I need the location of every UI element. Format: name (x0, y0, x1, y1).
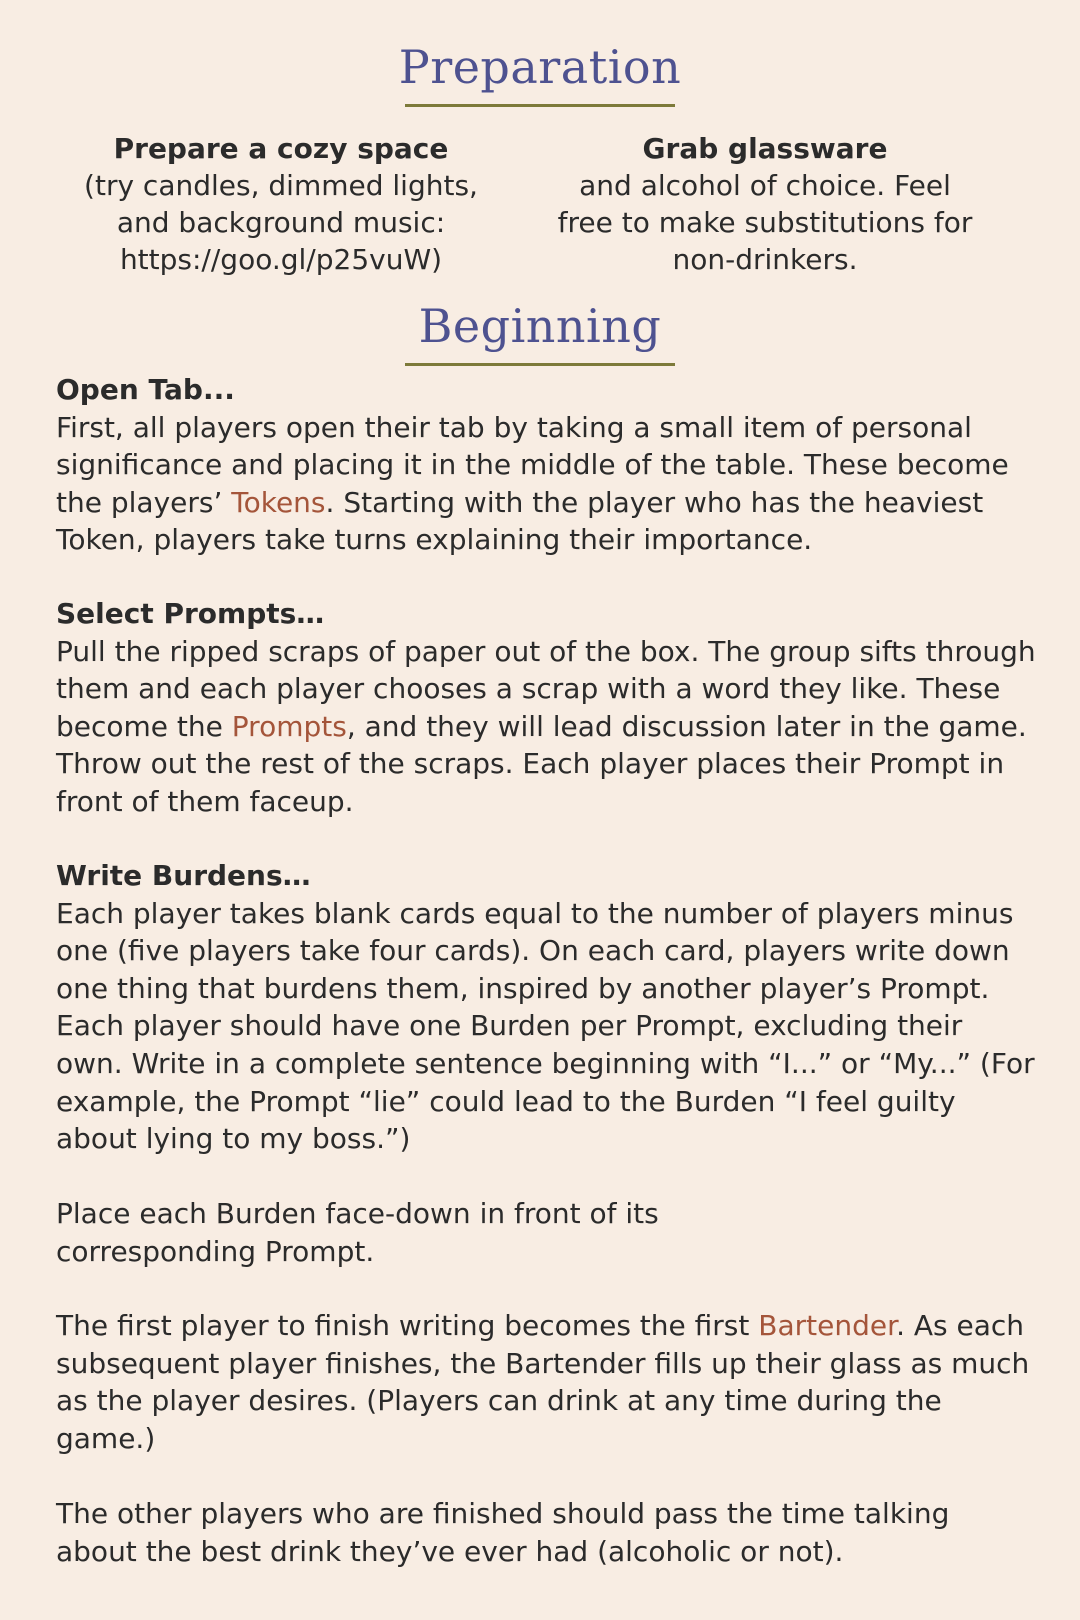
grab-glassware-title: Grab glassware (642, 132, 888, 165)
select-prompts-text-continued: , and they will lead discussion later in the game. Throw out the rest of the scraps. Each player places their Prompt in front of them faceup. (56, 709, 1027, 818)
prepare-cozy-space-title: Prepare a cozy space (113, 132, 449, 165)
grab-glassware-line: and alcohol of choice. Feel (579, 169, 951, 202)
place-burden-section (56, 1195, 1036, 1270)
preparation-heading: Preparation (398, 40, 682, 94)
preparation-heading-block (0, 40, 1080, 107)
beginning-heading-block (0, 299, 1080, 366)
prepare-cozy-space-block (66, 130, 496, 278)
select-prompts-paragraph (56, 633, 1036, 821)
open-tab-title: Open Tab... (56, 373, 235, 406)
first-player-section (56, 1307, 1036, 1457)
write-burdens-section (56, 857, 1036, 1158)
tokens-term: Tokens (231, 485, 326, 519)
select-prompts-title: Select Prompts… (56, 597, 325, 630)
open-tab-text: First, all players open their tab by taking a small item of personal significance and placing it in the middle of the table. These become the players’ (56, 410, 1009, 519)
beginning-heading: Beginning (418, 299, 662, 353)
other-players-section (56, 1495, 1036, 1570)
grab-glassware-line: non-drinkers. (672, 243, 858, 276)
grab-glassware-block (550, 130, 980, 278)
select-prompts-section (56, 595, 1036, 821)
first-player-text-continued: . As each subsequent player finishes, the Bartender fills up their glass as much as the player desires. (Players can drink at any time during the game.) (56, 1309, 1030, 1455)
other-players-paragraph: The other players who are finished should pass the time talking about the best drink they’ve ever had (alcoholic or not). (56, 1497, 950, 1568)
prepare-cozy-space-line: and background music: (116, 206, 446, 239)
bartender-term: Bartender (758, 1309, 897, 1342)
place-burden-line: corresponding Prompt. (56, 1234, 375, 1268)
prepare-cozy-space-line: (try candles, dimmed lights, (84, 169, 478, 202)
open-tab-paragraph (56, 409, 1036, 559)
first-player-paragraph (56, 1307, 1036, 1457)
open-tab-section (56, 371, 1036, 559)
open-tab-text-continued: . Starting with the player who has the heaviest Token, players take turns explaining their importance. (56, 485, 984, 557)
beginning-heading-underline (405, 363, 675, 366)
prompts-term: Prompts (231, 709, 347, 743)
preparation-heading-underline (405, 104, 675, 107)
first-player-text: The first player to finish writing becomes the first (56, 1309, 759, 1342)
select-prompts-text: Pull the ripped scraps of paper out of the box. The group sifts through them and each player chooses a scrap with a word they like. These become the (56, 634, 1036, 743)
grab-glassware-line: free to make substitutions for (557, 206, 973, 239)
write-burdens-paragraph: Each player takes blank cards equal to the number of players minus one (five players take four cards). On each card, players write down one thing that burdens them, inspired by another player’s Prompt. Each player should have one Burden per Prompt, excluding their own. Write in a complete sentence beginning with “I...” or “My...” (For example, the Prompt “lie” could lead to the Burden “I feel guilty about lying to my boss.”) (56, 896, 1035, 1156)
place-burden-line: Place each Burden face-down in front of its (56, 1197, 659, 1230)
music-link[interactable]: https://goo.gl/p25vuW) (119, 243, 443, 276)
write-burdens-title: Write Burdens… (56, 859, 311, 892)
